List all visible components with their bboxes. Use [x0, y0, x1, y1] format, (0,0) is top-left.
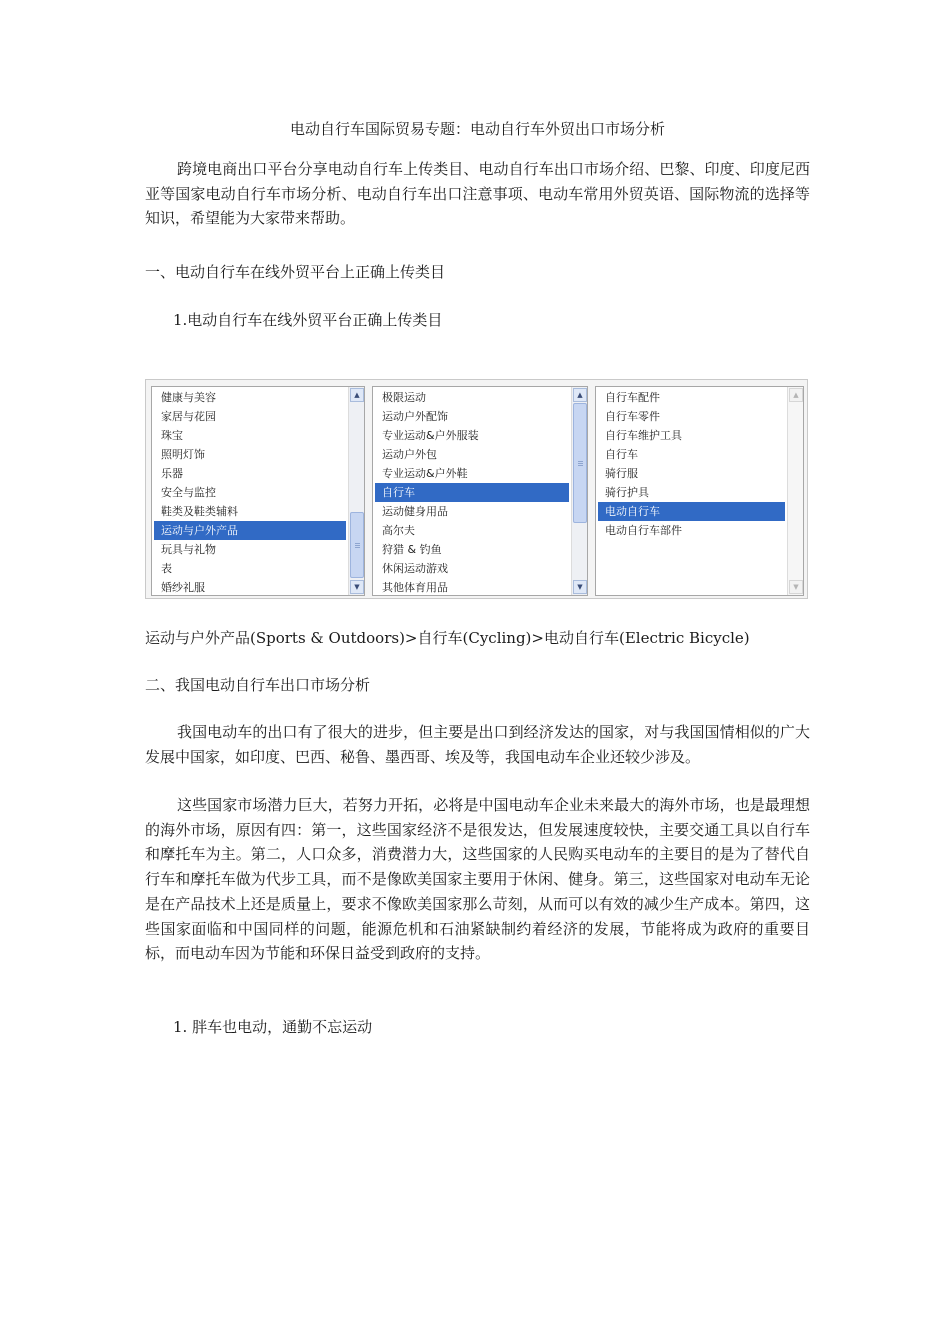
section1-subheading: 1.电动自行车在线外贸平台正确上传类目: [173, 311, 443, 329]
scrollbar[interactable]: [571, 387, 587, 595]
category-list-level2-items: [375, 388, 569, 596]
scroll-thumb[interactable]: [573, 403, 587, 523]
category-option[interactable]: 运动户外包: [382, 448, 437, 461]
category-option[interactable]: 骑行服: [605, 467, 638, 480]
category-option[interactable]: 电动自行车: [598, 502, 785, 521]
category-option[interactable]: 其他体育用品: [382, 581, 448, 594]
category-option[interactable]: 专业运动&户外服装: [382, 429, 479, 442]
scroll-thumb[interactable]: [350, 512, 364, 578]
category-option[interactable]: 电动自行车部件: [605, 524, 682, 537]
category-option[interactable]: 运动与户外产品: [154, 521, 346, 540]
category-breadcrumb: 运动与户外产品(Sports & Outdoors)>自行车(Cycling)>电动自行车(Electric Bicycle): [145, 629, 750, 647]
category-option[interactable]: 玩具与礼物: [161, 543, 216, 556]
category-option[interactable]: 休闲运动游戏: [382, 562, 448, 575]
scroll-up-icon[interactable]: ▲: [789, 388, 803, 402]
category-option[interactable]: 自行车维护工具: [605, 429, 682, 442]
category-option[interactable]: 家居与花园: [161, 410, 216, 423]
category-option[interactable]: 自行车配件: [605, 391, 660, 404]
category-option[interactable]: 鞋类及鞋类辅料: [161, 505, 238, 518]
section2-paragraph1: 我国电动车的出口有了很大的进步，但主要是出口到经济发达的国家，对与我国国情相似的广大发展中国家，如印度、巴西、秘鲁、墨西哥、埃及等，我国电动车企业还较少涉及。: [145, 723, 810, 766]
category-option[interactable]: 珠宝: [161, 429, 183, 442]
scroll-up-icon[interactable]: ▲: [350, 388, 364, 402]
category-option[interactable]: 专业运动&户外鞋: [382, 467, 468, 480]
category-option[interactable]: 狩猎 & 钓鱼: [382, 543, 442, 556]
intro-paragraph: 跨境电商出口平台分享电动自行车上传类目、电动自行车出口市场介绍、巴黎、印度、印度尼西亚等国家电动自行车市场分析、电动自行车出口注意事项、电动车常用外贸英语、国际物流的选择等知识，希望能为大家带来帮助。: [145, 160, 810, 228]
scroll-down-icon[interactable]: ▼: [573, 580, 587, 594]
category-option[interactable]: 骑行护具: [605, 486, 649, 499]
category-option[interactable]: 照明灯饰: [161, 448, 205, 461]
category-selector: [145, 379, 808, 599]
document-title: 电动自行车国际贸易专题：电动自行车外贸出口市场分析: [289, 120, 665, 138]
section1-heading: 一、电动自行车在线外贸平台上正确上传类目: [145, 263, 446, 281]
scrollbar[interactable]: [787, 387, 803, 595]
category-option[interactable]: 极限运动: [382, 391, 426, 404]
category-list-level3[interactable]: [595, 386, 804, 596]
section2-paragraph2: 这些国家市场潜力巨大，若努力开拓，必将是中国电动车企业未来最大的海外市场，也是最理想的海外市场，原因有四：第一，这些国家经济不是很发达，但发展速度较快，主要交通工具以自行车和摩托车为主。第二，人口众多，消费潜力大，这些国家的人民购买电动车的主要目的是为了替代自行车和摩托车做为代步工具，而不是像欧美国家主要用于休闲、健身。第三，这些国家对电动车无论是在产品技术上还是质量上，要求不像欧美国家那么苛刻，从而可以有效的减少生产成本。第四，这些国家面临和中国同样的问题，能源危机和石油紧缺制约着经济的发展，节能将成为政府的重要目标，而电动车因为节能和环保日益受到政府的支持。: [145, 796, 810, 963]
category-option[interactable]: 安全与监控: [161, 486, 216, 499]
category-option[interactable]: 乐器: [161, 467, 183, 480]
category-option[interactable]: 运动健身用品: [382, 505, 448, 518]
category-list-level2[interactable]: [372, 386, 588, 596]
category-list-level3-items: [598, 388, 785, 540]
category-option[interactable]: 运动户外配饰: [382, 410, 448, 423]
category-option[interactable]: 自行车: [375, 483, 569, 502]
category-list-level1-items: [154, 388, 346, 596]
category-option[interactable]: 婚纱礼服: [161, 581, 205, 594]
section2-subheading: 1. 胖车也电动，通勤不忘运动: [173, 1018, 373, 1036]
category-option[interactable]: 高尔夫: [382, 524, 415, 537]
category-list-level1[interactable]: [151, 386, 365, 596]
section2-heading: 二、我国电动自行车出口市场分析: [145, 676, 371, 694]
scroll-down-icon[interactable]: ▼: [789, 580, 803, 594]
category-option[interactable]: 自行车: [605, 448, 638, 461]
category-option[interactable]: 自行车零件: [605, 410, 660, 423]
category-option[interactable]: 表: [161, 562, 172, 575]
category-option[interactable]: 健康与美容: [161, 391, 216, 404]
scroll-up-icon[interactable]: ▲: [573, 388, 587, 402]
scroll-down-icon[interactable]: ▼: [350, 580, 364, 594]
scrollbar[interactable]: [348, 387, 364, 595]
